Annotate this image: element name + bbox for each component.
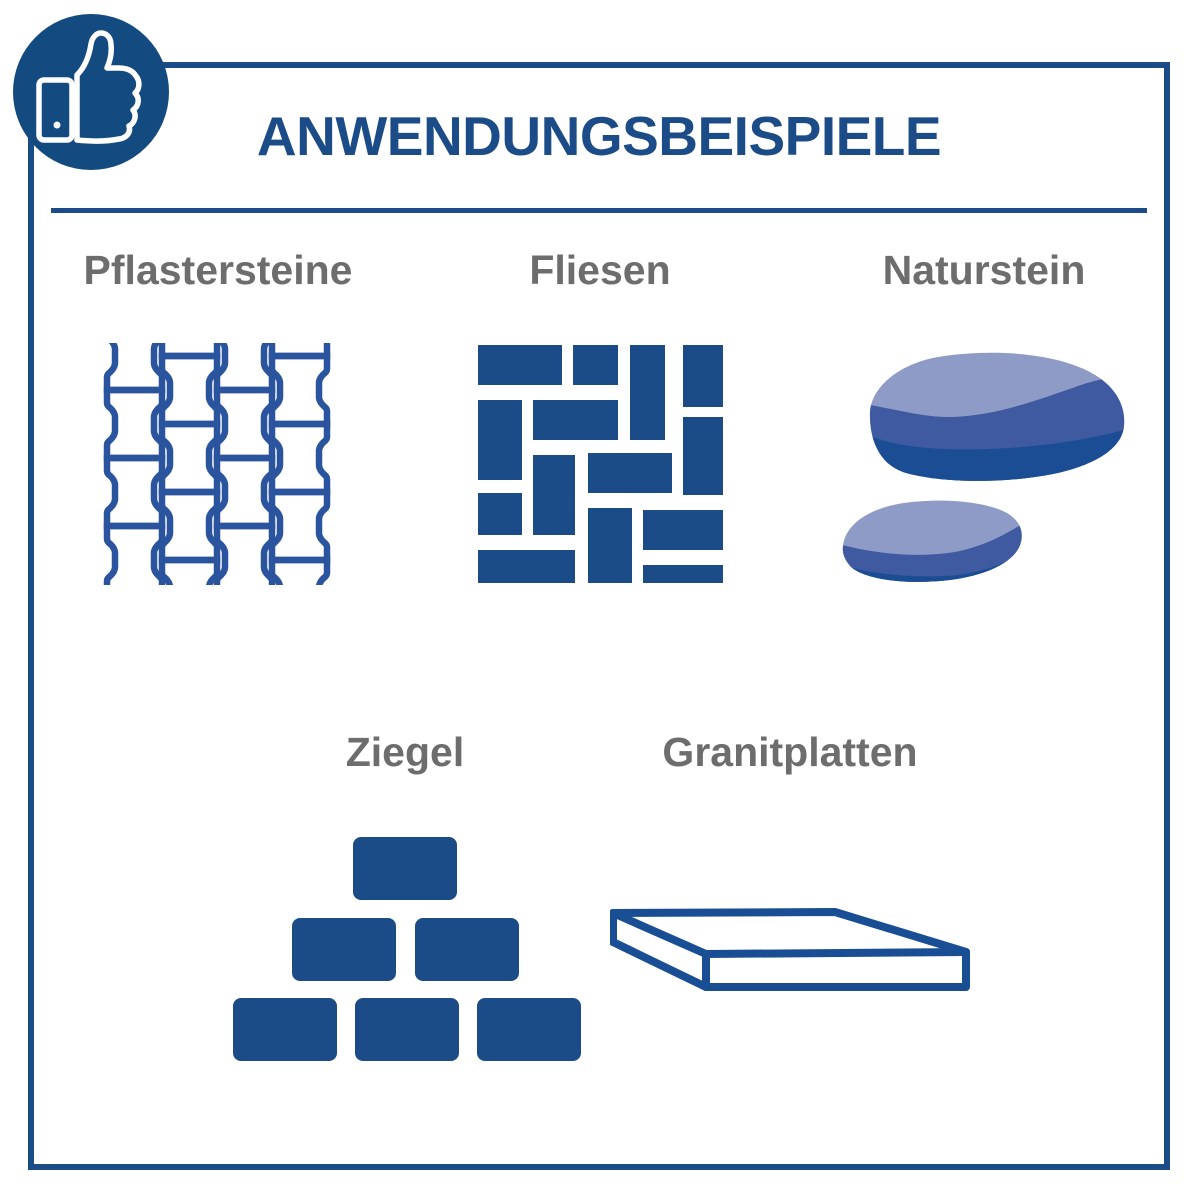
label-naturstein: Naturstein <box>882 247 1086 293</box>
border-frame <box>28 62 1170 1170</box>
small-stone <box>838 488 1130 594</box>
natural-stone-icon <box>838 348 1130 594</box>
paver-pattern-icon <box>103 343 331 585</box>
label-granitplatten: Granitplatten <box>662 729 918 775</box>
granite-slab-icon <box>610 905 970 1000</box>
label-pflastersteine: Pflastersteine <box>83 247 353 293</box>
tile-pattern-icon <box>478 345 723 583</box>
page-title: ANWENDUNGSBEISPIELE <box>256 105 942 167</box>
brick-stack-icon <box>233 837 581 1063</box>
label-ziegel: Ziegel <box>345 729 465 775</box>
label-fliesen: Fliesen <box>529 247 671 293</box>
title-divider <box>51 208 1147 213</box>
